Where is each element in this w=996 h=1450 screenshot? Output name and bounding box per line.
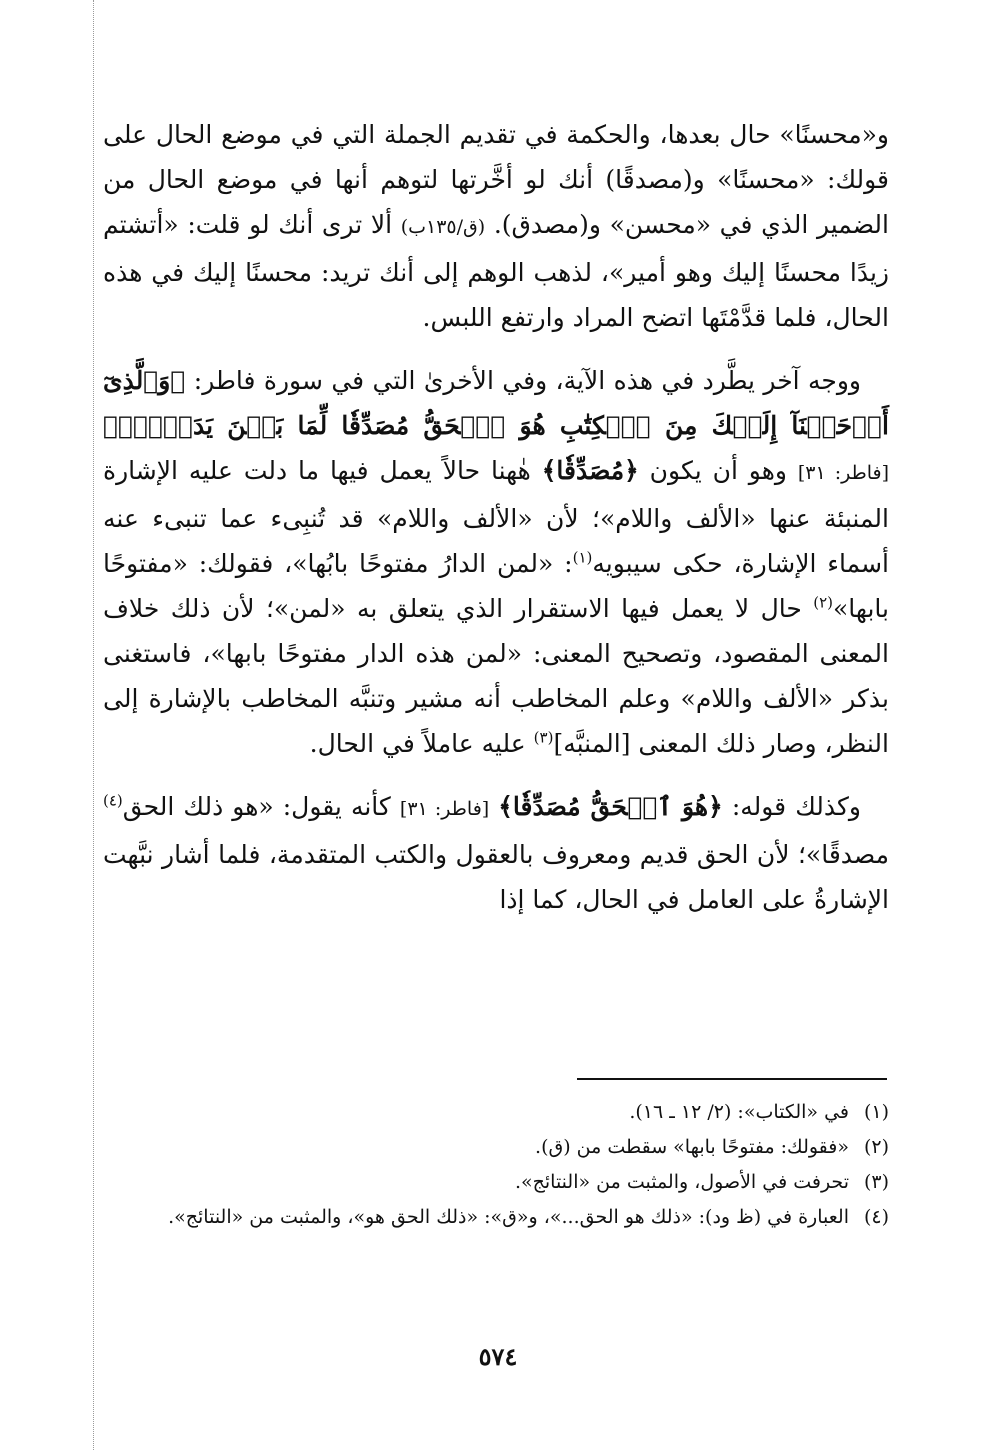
footnote-number: (٣) [863,1171,889,1193]
text-run: و«محسنًا» حال بعدها، والحكمة في تقديم الجملة التي في موضع الحال على قولك: «محسنًا» و(مصدقًا) أنك لو أخَّرتها لتوهم أنها في موضع الحال من الضمير الذي في «محسن» و(مصدق). [103,120,889,239]
quran-verse: ﴿مُصَدِّقٗا﴾ [541,456,639,485]
footnote-ref: (٢) [813,593,834,612]
footnote-ref: (٤) [103,791,123,810]
main-text [103,112,889,922]
footnote-separator [577,1078,887,1080]
footnote-text: في «الكتاب»: (٢/ ١٢ ـ ١٦). [629,1101,849,1123]
text-run [489,792,498,821]
footnote-3 [103,1165,889,1200]
text-run: مصدقًا»؛ لأن الحق قديم ومعروف بالعقول والكتب المتقدمة، فلما أشار نبَّهت الإشارةُ على العامل في الحال، كما إذا [103,840,889,914]
footnote-2 [103,1130,889,1165]
footnote-number: (١) [863,1101,889,1123]
citation: [فاطر: ٣١] [399,798,490,820]
footnote-number: (٢) [863,1136,889,1158]
quran-verse: ﴿وَٱلَّذِىٓ أَوۡحَيۡنَآ إِلَيۡكَ مِنَ ٱلۡكِتَٰبِ هُوَ ٱلۡحَقُّ مُصَدِّقٗا لِّمَا بَيۡنَ يَدَيۡهِۗ﴾ [103,366,889,440]
footnote-text: تحرفت في الأصول، والمثبت من «النتائج». [514,1171,849,1193]
text-run: : «لمن الدارُ مفتوحًا بابُها»، فقولك: «مفتوحًا بابها» [103,549,889,623]
paragraph-1 [103,112,889,340]
footnotes [103,1095,889,1235]
citation: [فاطر: ٣١] [797,462,889,484]
footnote-text: «فقولك: مفتوحًا بابها» سقطت من (ق). [535,1136,849,1158]
footnote-text: العبارة في (ظ ود): «ذلك هو الحق...»، و«ق»: «ذلك الحق هو»، والمثبت من «النتائج». [168,1206,849,1228]
text-run: ألا ترى أنك لو قلت: «أتشتم زيدًا محسنًا إليك وهو أمير»، لذهب الوهم إلى أنك تريد: محسنًا إليك في هذه الحال، فلما قدَّمْتَها اتضح المراد وارتفع اللبس. [103,210,889,332]
text-run: عليه عاملاً في الحال. [309,729,534,758]
paragraph-2 [103,358,889,766]
footnote-4 [103,1200,889,1235]
footnote-ref: (٣) [533,728,554,747]
text-run: كأنه يقول: «هو ذلك الحق [122,792,400,821]
text-run: حال لا يعمل فيها الاستقرار الذي يتعلق به «لمن»؛ لأن ذلك خلاف المعنى المقصود، وتصحيح المعنى: «لمن هذه الدار مفتوحًا بابها»، فاستغنى بذكر «الألف واللام» وعلم المخاطب أنه مشير وتنبَّه المخاطب بالإشارة إلى النظر، وصار ذلك المعنى [المنبَّه] [103,594,889,758]
page-number: ٥٧٤ [478,1342,518,1371]
footnote-1 [103,1095,889,1130]
citation: (ق/١٣٥ب) [400,216,486,238]
text-run: وكذلك قوله: [722,792,861,821]
text-run: هٰهنا حالاً يعمل فيها ما دلت عليه الإشارة المنبئة عنها «الألف واللام»؛ لأن «الألف واللام» قد تُنبِىء عما تنبىء عنه أسماء الإشارة، حكى سيبويه [103,456,889,578]
paragraph-3 [103,784,889,922]
text-run: ووجه آخر يطَّرد في هذه الآية، وفي الأخرىٰ التي في سورة فاطر: [185,366,861,395]
footnote-ref: (١) [572,548,593,567]
scan-edge-line [93,0,94,1450]
text-run: وهو أن يكون [638,456,798,485]
quran-verse: ﴿هُوَ ٱلۡحَقُّ مُصَدِّقٗا﴾ [498,792,723,821]
footnote-number: (٤) [863,1206,889,1228]
